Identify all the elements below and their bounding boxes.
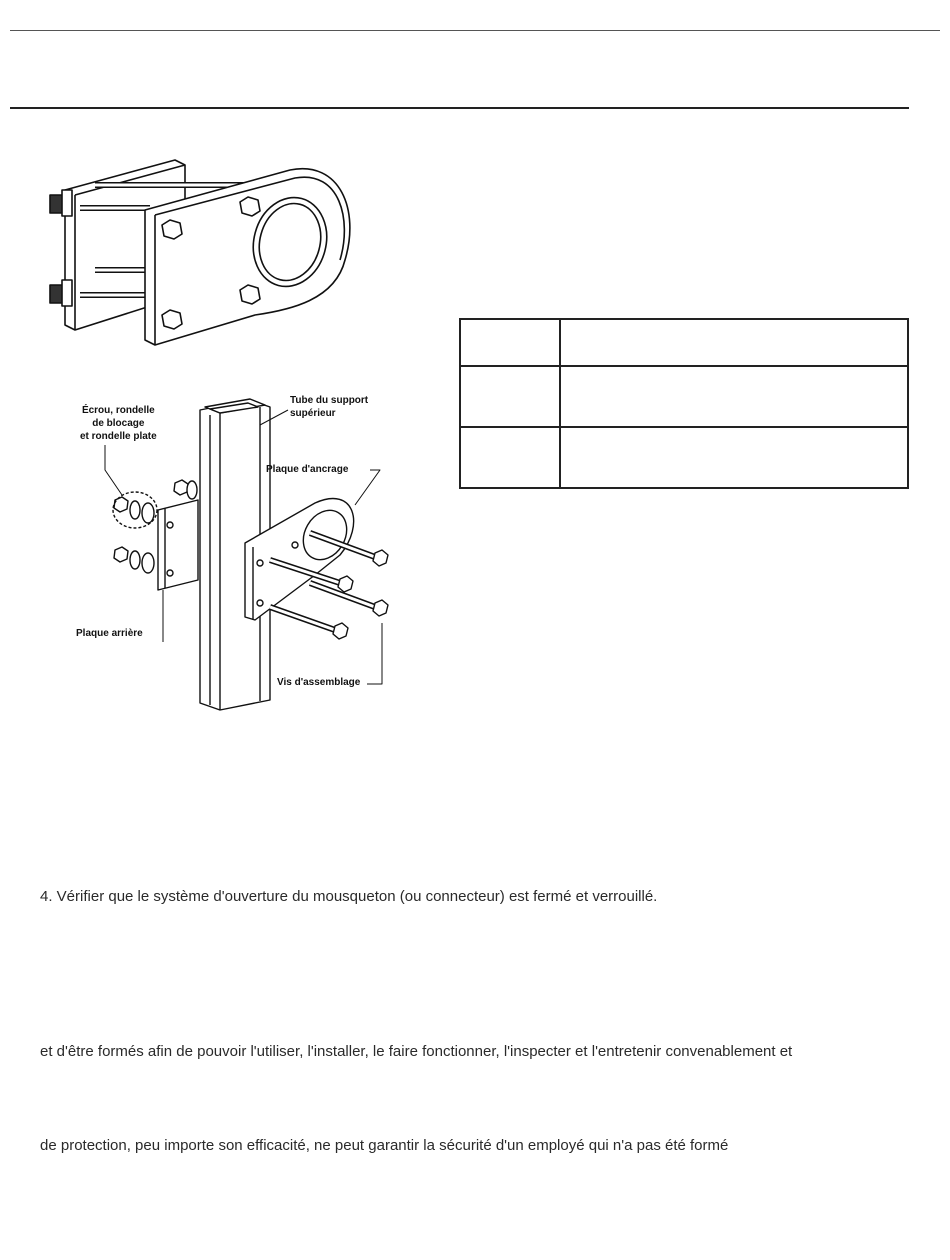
training-paragraph-line: et d'être formés afin de pouvoir l'utiliser, l'installer, le faire fonctionner, l'inspecter et l'entretenir convenablement et — [40, 1043, 793, 1060]
top-rule — [10, 30, 940, 31]
header-rule — [10, 107, 909, 109]
protection-paragraph-line: de protection, peu importe son efficacité, ne peut garantir la sécurité d'un employé qui n'a pas été formé — [40, 1137, 729, 1154]
nut-washer-label: Écrou, rondelle de blocage et rondelle plate — [80, 405, 157, 442]
table-cell — [460, 366, 560, 427]
tube-label: Tube du support supérieur — [290, 395, 369, 419]
mounting-bracket-assembled-icon — [40, 150, 360, 350]
table-row — [460, 427, 908, 488]
table-row — [460, 366, 908, 427]
table-row — [460, 319, 908, 366]
table-cell — [460, 427, 560, 488]
assembly-bolt-label: Vis d'assemblage — [277, 677, 361, 688]
specification-table — [459, 318, 909, 489]
table-cell — [560, 427, 908, 488]
table-cell — [560, 319, 908, 366]
anchor-plate-label: Plaque d'ancrage — [266, 464, 349, 475]
instruction-step-4: 4. Vérifier que le système d'ouverture du mousqueton (ou connecteur) est fermé et verrouillé. — [40, 888, 658, 905]
table-cell — [560, 366, 908, 427]
table-cell — [460, 319, 560, 366]
rear-plate-label: Plaque arrière — [76, 628, 143, 639]
